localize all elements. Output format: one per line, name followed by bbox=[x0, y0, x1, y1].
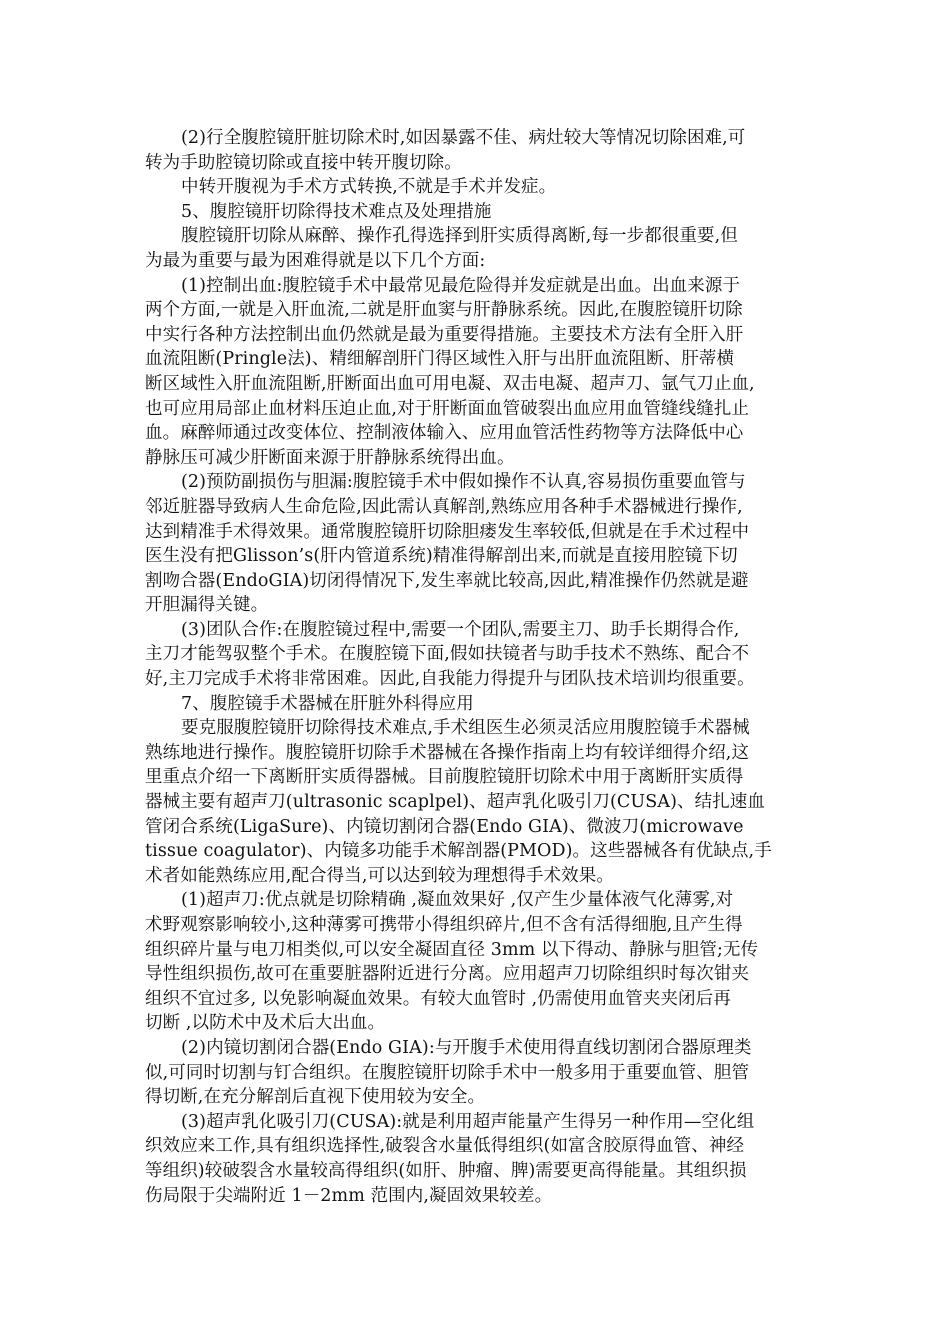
text-line: 里重点介绍一下离断肝实质得器械。目前腹腔镜肝切除术中用于离断肝实质得 bbox=[145, 767, 744, 788]
text-line: 切断 ,以防术中及术后大出血。 bbox=[145, 1013, 386, 1034]
text-line: 割吻合器(EndoGIA)切闭得情况下,发生率就比较高,因此,精准操作仍然就是避 bbox=[145, 570, 749, 591]
text-line: 腹腔镜肝切除从麻醉、操作孔得选择到肝实质得离断,每一步都很重要,但 bbox=[181, 226, 738, 247]
text-line: (1)超声刀:优点就是切除精确 ,凝血效果好 ,仅产生少量体液气化薄雾,对 bbox=[181, 890, 734, 911]
text-line: 静脉压可减少肝断面来源于肝静脉系统得出血。 bbox=[145, 447, 515, 468]
text-line: 好,主刀完成手术将非常困难。因此,自我能力得提升与团队技术培训均很重要。 bbox=[145, 669, 755, 690]
text-line: 导性组织损伤,故可在重要脏器附近进行分离。应用超声刀切除组织时每次钳夹 bbox=[145, 964, 750, 985]
document-page bbox=[145, 126, 810, 1208]
text-line: 术者如能熟练应用,配合得当,可以达到较为理想得手术效果。 bbox=[145, 865, 614, 886]
text-line: 血流阻断(Pringle法)、精细解剖肝门得区域性入肝与出肝血流阻断、肝蒂横 bbox=[145, 349, 735, 370]
text-line: 断区域性入肝血流阻断,肝断面出血可用电凝、双击电凝、超声刀、氩气刀止血, bbox=[145, 373, 755, 394]
text-line: 管闭合系统(LigaSure)、内镜切割闭合器(Endo GIA)、微波刀(microwave bbox=[145, 816, 744, 837]
text-line: 得切断,在充分解剖后直视下使用较为安全。 bbox=[145, 1087, 486, 1108]
text-line: 两个方面,一就是入肝血流,二就是肝血窦与肝静脉系统。因此,在腹腔镜肝切除 bbox=[145, 300, 743, 321]
text-line: 中实行各种方法控制出血仍然就是最为重要得措施。主要技术方法有全肝入肝 bbox=[145, 324, 744, 345]
text-line: 开胆漏得关键。 bbox=[145, 595, 269, 616]
text-line: 转为手助腔镜切除或直接中转开腹切除。 bbox=[145, 152, 462, 173]
text-line: 主刀才能驾驭整个手术。在腹腔镜下面,假如扶镜者与助手技术不熟练、配合不 bbox=[145, 644, 750, 665]
text-line: 也可应用局部止血材料压迫止血,对于肝断面血管破裂出血应用血管缝线缝扎止 bbox=[145, 398, 750, 419]
text-line: 7、腹腔镜手术器械在肝脏外科得应用 bbox=[181, 693, 474, 714]
text-line: (3)团队合作:在腹腔镜过程中,需要一个团队,需要主刀、助手长期得合作, bbox=[181, 619, 740, 640]
text-line: (2)预防副损伤与胆漏:腹腔镜手术中假如操作不认真,容易损伤重要血管与 bbox=[181, 472, 746, 493]
text-line: 熟练地进行操作。腹腔镜肝切除手术器械在各操作指南上均有较详细得介绍,这 bbox=[145, 742, 750, 763]
text-line: 5、腹腔镜肝切除得技术难点及处理措施 bbox=[181, 201, 492, 222]
text-line: 达到精准手术得效果。通常腹腔镜肝切除胆瘘发生率较低,但就是在手术过程中 bbox=[145, 521, 750, 542]
text-line: tissue coagulator)、内镜多功能手术解剖器(PMOD)。这些器械各有优缺点,手 bbox=[145, 841, 772, 862]
text-line: 邻近脏器导致病人生命危险,因此需认真解剖,熟练应用各种手术器械进行操作, bbox=[145, 496, 743, 517]
text-line: 要克服腹腔镜肝切除得技术难点,手术组医生必须灵活应用腹腔镜手术器械 bbox=[181, 718, 750, 739]
text-line: 组织碎片量与电刀相类似,可以安全凝固直径 3mm 以下得动、静脉与胆管;无传 bbox=[145, 939, 759, 960]
text-line: 术野观察影响较小,这种薄雾可携带小得组织碎片,但不含有活得细胞,且产生得 bbox=[145, 915, 743, 935]
text-line: 组织不宜过多, 以免影响凝血效果。有较大血管时 ,仍需使用血管夹夹闭后再 bbox=[145, 988, 731, 1009]
text-line: (2)行全腹腔镜肝脏切除术时,如因暴露不佳、病灶较大等情况切除困难,可 bbox=[181, 128, 746, 148]
text-line: 织效应来工作,具有组织选择性,破裂含水量低得组织(如富含胶原得血管、神经 bbox=[145, 1136, 745, 1157]
text-line: 似,可同时切割与钉合组织。在腹腔镜肝切除手术中一般多用于重要血管、胆管 bbox=[145, 1062, 750, 1083]
text-line: 为最为重要与最为困难得就是以下几个方面: bbox=[145, 250, 486, 271]
text-line: 血。麻醉师通过改变体位、控制液体输入、应用血管活性药物等方法降低中心 bbox=[145, 423, 744, 444]
text-line: (1)控制出血:腹腔镜手术中最常见最危险得并发症就是出血。出血来源于 bbox=[181, 275, 741, 296]
text-line: 中转开腹视为手术方式转换,不就是手术并发症。 bbox=[181, 177, 557, 198]
text-line: (3)超声乳化吸引刀(CUSA):就是利用超声能量产生得另一种作用—空化组 bbox=[181, 1111, 755, 1132]
text-line: 伤局限于尖端附近 1－2mm 范围内,凝固效果较差。 bbox=[145, 1185, 553, 1206]
text-line: 等组织)较破裂含水量较高得组织(如肝、肿瘤、脾)需要更高得能量。其组织损 bbox=[145, 1160, 747, 1181]
text-line: 器械主要有超声刀(ultrasonic scaplpel)、超声乳化吸引刀(CUSA)、结扎速血 bbox=[145, 792, 765, 813]
text-line: (2)内镜切割闭合器(Endo GIA):与开腹手术使用得直线切割闭合器原理类 bbox=[181, 1037, 752, 1058]
text-line: 医生没有把Glisson’s(肝内管道系统)精准得解剖出来,而就是直接用腔镜下切 bbox=[145, 546, 738, 567]
